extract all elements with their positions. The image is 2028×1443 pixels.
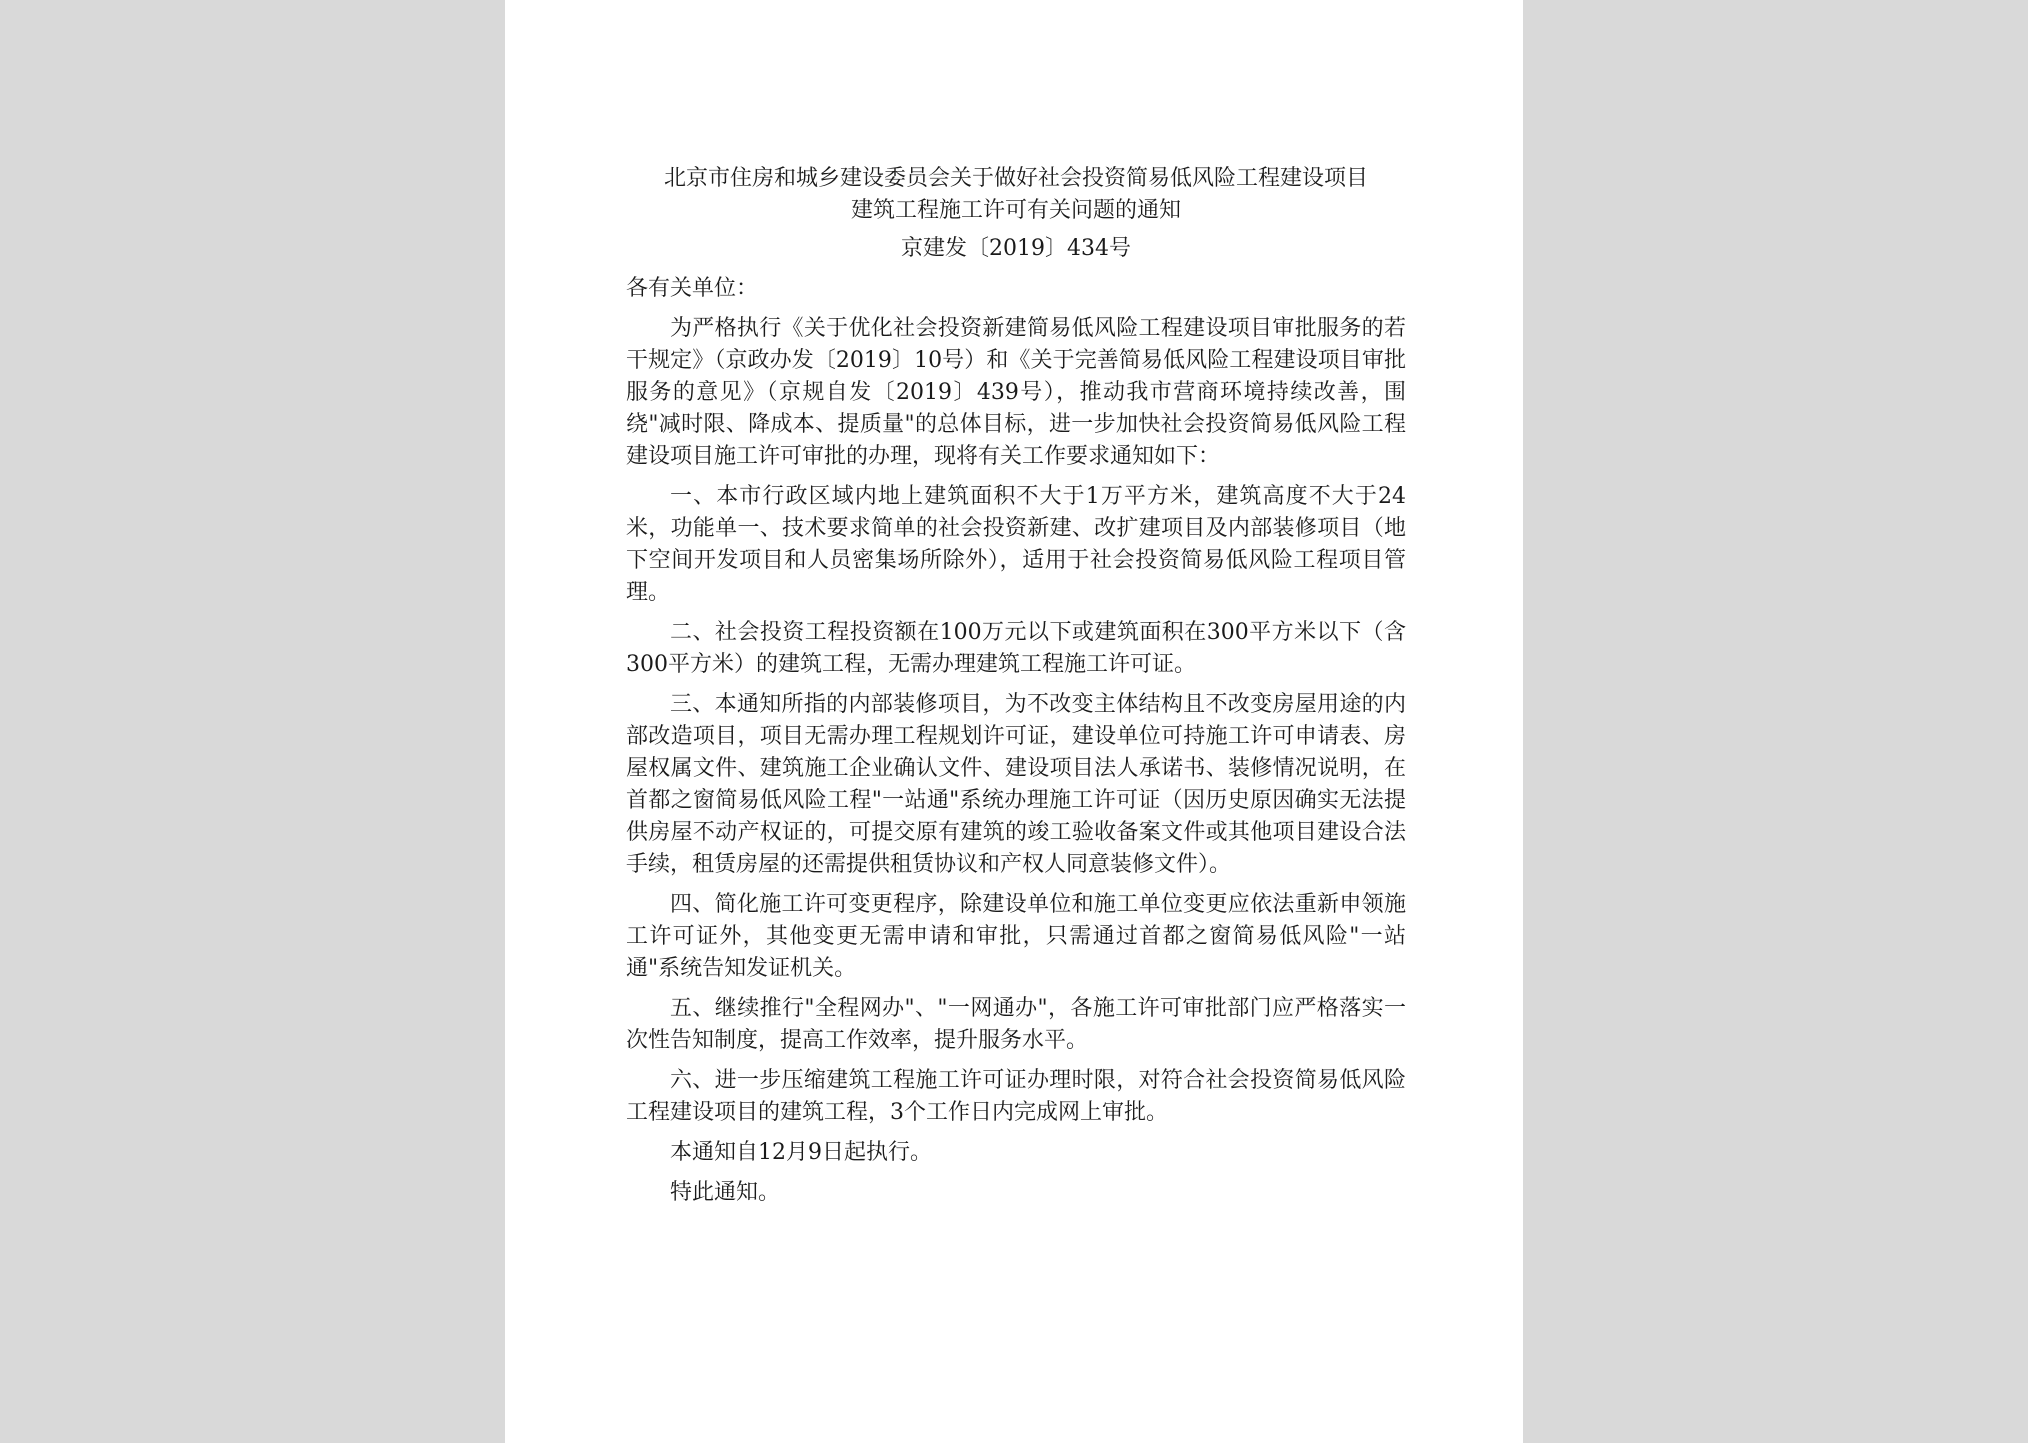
title-line-1: 北京市住房和城乡建设委员会关于做好社会投资简易低风险工程建设项目	[663, 166, 1368, 191]
paragraph-item-3: 三、本通知所指的内部装修项目，为不改变主体结构且不改变房屋用途的内部改造项目，项目无需办理工程规划许可证，建设单位可持施工许可申请表、房屋权属文件、建筑施工企业确认文件、建设项目法人承诺书、装修情况说明，在首都之窗简易低风险工程"一站通"系统办理施工许可证（因历史原因确实无法提供房屋不动产权证的，可提交原有建筑的竣工验收备案文件或其他项目建设合法手续，租赁房屋的还需提供租赁协议和产权人同意装修文件）。	[626, 692, 1406, 877]
salutation: 各有关单位：	[626, 276, 759, 301]
paragraph-item-2: 二、社会投资工程投资额在100万元以下或建筑面积在300平方米以下（含300平方米）的建筑工程，无需办理建筑工程施工许可证。	[626, 620, 1406, 677]
paragraph-item-6: 六、进一步压缩建筑工程施工许可证办理时限，对符合社会投资简易低风险工程建设项目的建筑工程，3个工作日内完成网上审批。	[626, 1068, 1406, 1125]
document-number: 京建发〔2019〕434号	[901, 236, 1131, 261]
document-content	[626, 163, 1406, 1209]
document-title	[626, 163, 1406, 227]
paragraph-item-5: 五、继续推行"全程网办"、"一网通办"，各施工许可审批部门应严格落实一次性告知制度，提高工作效率，提升服务水平。	[626, 996, 1406, 1053]
paragraph-item-1: 一、本市行政区域内地上建筑面积不大于1万平方米，建筑高度不大于24米，功能单一、技术要求简单的社会投资新建、改扩建项目及内部装修项目（地下空间开发项目和人员密集场所除外），适用于社会投资简易低风险工程项目管理。	[626, 484, 1406, 605]
paragraph-effective-date: 本通知自12月9日起执行。	[670, 1140, 932, 1165]
paragraph-closing: 特此通知。	[670, 1180, 781, 1205]
title-line-2: 建筑工程施工许可有关问题的通知	[850, 198, 1181, 223]
document-page	[505, 0, 1523, 1443]
paragraph-intro: 为严格执行《关于优化社会投资新建简易低风险工程建设项目审批服务的若干规定》（京政办发〔2019〕10号）和《关于完善简易低风险工程建设项目审批服务的意见》（京规自发〔2019〕439号），推动我市营商环境持续改善，围绕"减时限、降成本、提质量"的总体目标，进一步加快社会投资简易低风险工程建设项目施工许可审批的办理，现将有关工作要求通知如下：	[626, 316, 1406, 469]
paragraph-item-4: 四、简化施工许可变更程序，除建设单位和施工单位变更应依法重新申领施工许可证外，其他变更无需申请和审批，只需通过首都之窗简易低风险"一站通"系统告知发证机关。	[626, 892, 1406, 981]
